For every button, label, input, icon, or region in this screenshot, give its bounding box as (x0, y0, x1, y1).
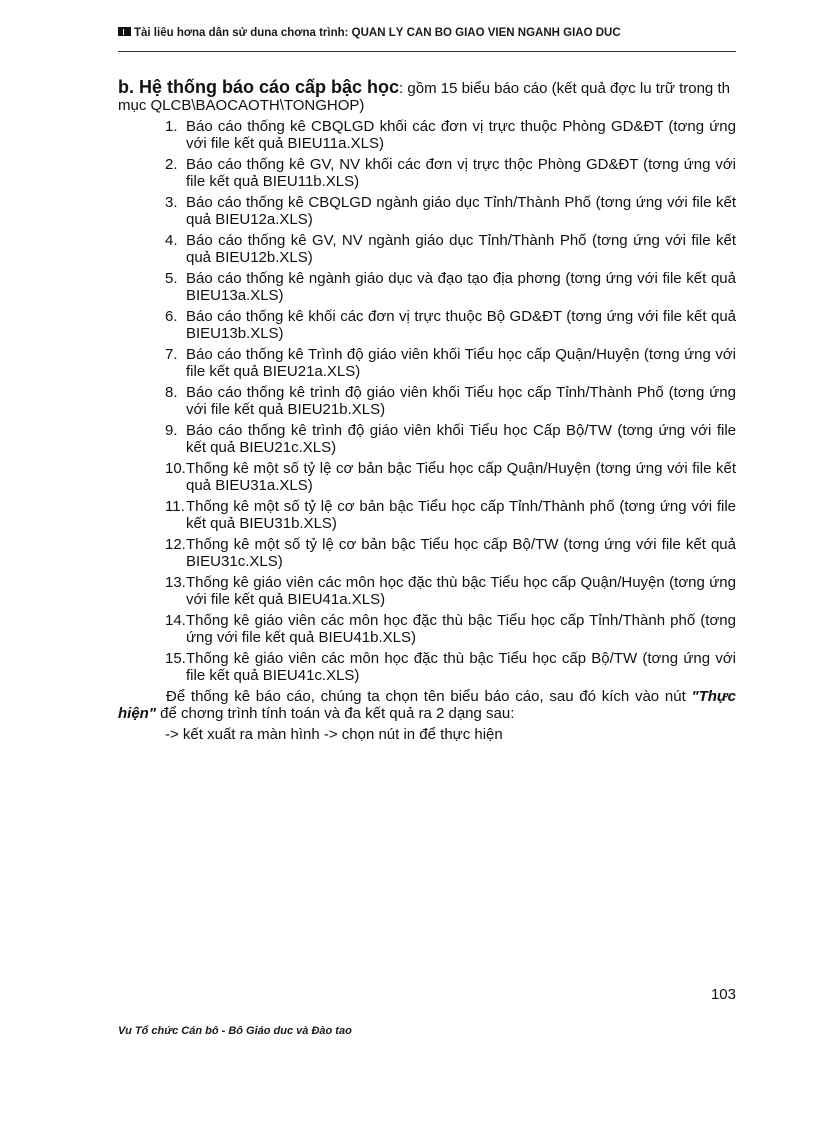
report-number: 8. (165, 384, 178, 401)
report-text: Báo cáo thống kê trình độ giáo viên khối Tiểu học Cấp Bộ/TW (tơng ứng với file kết quả BIEU21c.XLS) (186, 422, 736, 456)
report-text: Báo cáo thống kê CBQLGD ngành giáo dục Tỉnh/Thành Phố (tơng ứng với file kết quả BIEU12a.XLS) (186, 194, 736, 228)
report-number: 5. (165, 270, 178, 287)
page-footer: Vu Tổ chức Cán bô - Bô Giáo duc và Đào tao (118, 1025, 352, 1037)
report-number: 9. (165, 422, 178, 439)
report-text: Thống kê một số tỷ lệ cơ bản bậc Tiểu học cấp Bộ/TW (tơng ứng với file kết quả BIEU31c.XLS) (186, 536, 736, 570)
report-text: Báo cáo thống kê Trình độ giáo viên khối Tiểu học cấp Quận/Huyện (tơng ứng với file kết quả BIEU21a.XLS) (186, 346, 736, 380)
report-text: Thống kê giáo viên các môn học đặc thù bậc Tiểu học cấp Quận/Huyện (tơng ứng với file kết quả BIEU41a.XLS) (186, 574, 736, 608)
report-item (165, 270, 736, 304)
report-text: Báo cáo thống kê GV, NV khối các đơn vị trực thộc Phòng GD&ĐT (tơng ứng với file kết quả BIEU11b.XLS) (186, 156, 736, 190)
report-number: 2. (165, 156, 178, 173)
report-item (165, 232, 736, 266)
report-item (165, 612, 736, 646)
report-text: Báo cáo thống kê CBQLGD khối các đơn vị trực thuộc Phòng GD&ĐT (tơng ứng với file kết quả BIEU11a.XLS) (186, 118, 736, 152)
report-number: 15. (165, 650, 186, 667)
instruction-text-before: Để thống kê báo cáo, chúng ta chọn tên biểu báo cáo, sau đó kích vào nút (166, 688, 692, 705)
report-number: 1. (165, 118, 178, 135)
report-number: 4. (165, 232, 178, 249)
report-number: 6. (165, 308, 178, 325)
report-text: Thống kê giáo viên các môn học đặc thù bậc Tiểu học cấp Tỉnh/Thành phố (tơng ứng với file kết quả BIEU41b.XLS) (186, 612, 736, 646)
page-header (118, 27, 736, 39)
report-text: Báo cáo thống kê trình độ giáo viên khối Tiểu học cấp Tỉnh/Thành Phố (tơng ứng với file kết quả BIEU21b.XLS) (186, 384, 736, 418)
report-text: Thống kê một số tỷ lệ cơ bản bậc Tiểu học cấp Tỉnh/Thành phố (tơng ứng với file kết quả BIEU31b.XLS) (186, 498, 736, 532)
report-item (165, 308, 736, 342)
report-number: 7. (165, 346, 178, 363)
report-item (165, 460, 736, 494)
section-intro-text: : gồm 15 biểu báo cáo (kết quả đợc lu trữ trong th mục QLCB\BAOCAOTH\TONGHOP) (118, 80, 730, 114)
report-item (165, 650, 736, 684)
header-text: Tài liêu hơna dẫn sử duna chơna trình: QUẢN LÝ CÁN BÔ GIÁO VIÊN NGÀNH GIÁO DUC (134, 27, 621, 39)
report-number: 13. (165, 574, 186, 591)
report-number: 14. (165, 612, 186, 629)
execute-button-reference: "Thực hiện" (118, 688, 736, 722)
book-icon (118, 27, 131, 36)
report-item (165, 118, 736, 152)
report-item (165, 422, 736, 456)
report-text: Thống kê giáo viên các môn học đặc thù bậc Tiểu học cấp Bộ/TW (tơng ứng với file kết quả BIEU41c.XLS) (186, 650, 736, 684)
report-item (165, 384, 736, 418)
report-item (165, 536, 736, 570)
page-number: 103 (710, 986, 736, 1003)
report-item (165, 194, 736, 228)
report-text: Báo cáo thống kê khối các đơn vị trực thuộc Bộ GD&ĐT (tơng ứng với file kết quả BIEU13b.XLS) (186, 308, 736, 342)
report-number: 12. (165, 536, 186, 553)
page-content (118, 79, 736, 743)
report-list (118, 118, 736, 684)
report-item (165, 156, 736, 190)
report-text: Báo cáo thống kê ngành giáo dục và đạo tạo địa phơng (tơng ứng với file kết quả BIEU13a.XLS) (186, 270, 736, 304)
report-number: 11. (165, 498, 185, 515)
report-number: 3. (165, 194, 178, 211)
report-item (165, 346, 736, 380)
instruction-text-after: để chơng trình tính toán và đa kết quả ra 2 dạng sau: (155, 705, 515, 722)
section-heading: b. Hệ thống báo cáo cấp bậc học (118, 77, 400, 97)
report-text: Thống kê một số tỷ lệ cơ bản bậc Tiểu học cấp Quận/Huyện (tơng ứng với file kết quả BIEU31a.XLS) (186, 460, 736, 494)
instruction-paragraph (118, 688, 736, 722)
report-item (165, 498, 736, 532)
section-intro (118, 79, 736, 114)
header-rule (118, 51, 736, 52)
output-instruction: -> kết xuất ra màn hình -> chọn nút in để thực hiện (165, 726, 503, 743)
report-item (165, 574, 736, 608)
report-number: 10. (165, 460, 186, 477)
report-text: Báo cáo thống kê GV, NV ngành giáo dục Tỉnh/Thành Phố (tơng ứng với file kết quả BIEU12b.XLS) (186, 232, 736, 266)
